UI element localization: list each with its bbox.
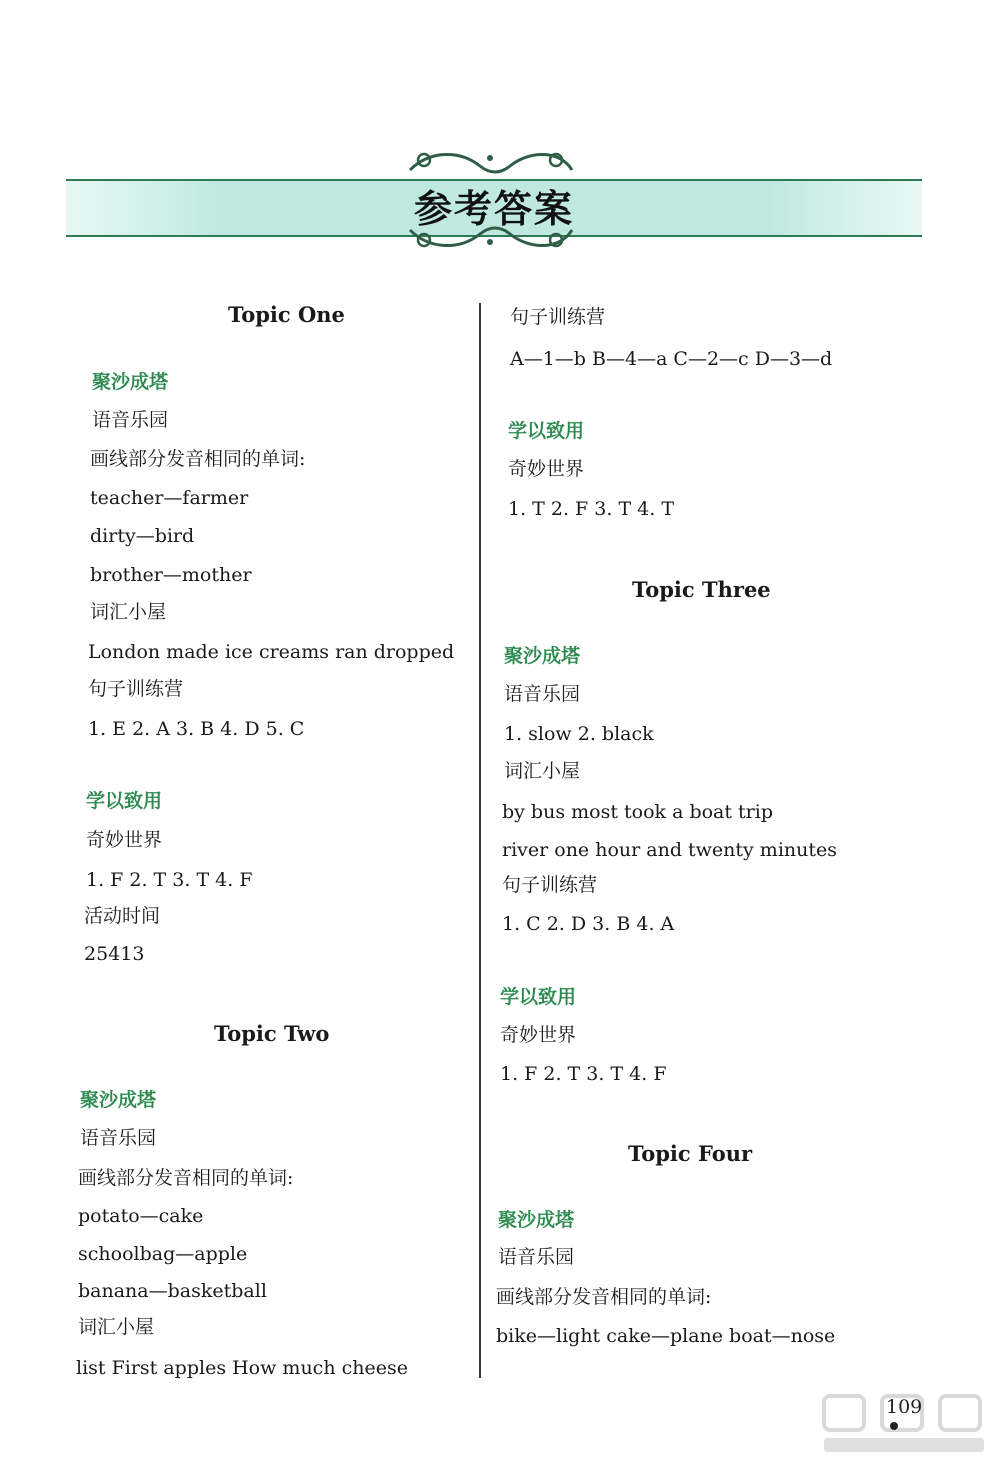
answer-line: river one hour and twenty minutes [502,839,838,861]
answer-line: by bus most took a boat trip [502,801,774,823]
answer-line: banana—basketball [78,1280,267,1302]
column-divider [479,303,481,1378]
answer-line: list First apples How much cheese [76,1357,408,1379]
subsection-label: 句子训练营 [502,874,598,896]
instruction-text: 画线部分发音相同的单词: [78,1167,294,1189]
topic-one-title: Topic One [228,302,345,327]
section-heading: 聚沙成塔 [92,371,169,393]
answer-line: 1. E 2. A 3. B 4. D 5. C [88,718,305,740]
section-heading: 学以致用 [500,986,577,1008]
section-heading: 聚沙成塔 [498,1209,575,1231]
page-dot [890,1422,898,1430]
subsection-label: 奇妙世界 [86,829,163,851]
answer-line: 25413 [84,943,145,965]
topic-three-title: Topic Three [632,577,771,602]
ornament-bottom-icon [400,222,580,252]
answer-line: London made ice creams ran dropped [88,641,455,663]
answer-line: A—1—b B—4—a C—2—c D—3—d [510,348,833,370]
answer-line: dirty—bird [90,525,195,547]
section-heading: 学以致用 [508,420,585,442]
subsection-label: 活动时间 [84,905,161,927]
answer-line: potato—cake [78,1205,204,1227]
section-heading: 学以致用 [86,790,163,812]
instruction-text: 画线部分发音相同的单词: [90,448,306,470]
subsection-label: 词汇小屋 [90,601,167,623]
subsection-label: 语音乐园 [92,409,169,431]
answer-line: 1. F 2. T 3. T 4. F [86,869,253,891]
subsection-label: 语音乐园 [504,683,581,705]
subsection-label: 句子训练营 [88,678,184,700]
section-heading: 聚沙成塔 [80,1089,157,1111]
answer-line: 1. F 2. T 3. T 4. F [500,1063,667,1085]
topic-four-title: Topic Four [628,1141,753,1166]
answer-line: teacher—farmer [90,487,249,509]
subsection-label: 词汇小屋 [78,1316,155,1338]
page-number: 109 [886,1396,923,1418]
topic-two-title: Topic Two [214,1021,330,1046]
answer-line: 1. T 2. F 3. T 4. T [508,498,674,520]
subsection-label: 奇妙世界 [500,1024,577,1046]
answer-line: brother—mother [90,564,252,586]
section-heading: 聚沙成塔 [504,645,581,667]
ornament-top-icon [400,148,580,178]
subsection-label: 词汇小屋 [504,760,581,782]
instruction-text: 画线部分发音相同的单词: [496,1286,712,1308]
answer-line: 1. C 2. D 3. B 4. A [502,913,675,935]
answer-line: bike—light cake—plane boat—nose [496,1325,836,1347]
subsection-label: 奇妙世界 [508,458,585,480]
subsection-label: 语音乐园 [498,1246,575,1268]
subsection-label: 语音乐园 [80,1127,157,1149]
answer-line: 1. slow 2. black [504,723,654,745]
page-title: 参考答案 [413,187,574,231]
subsection-label: 句子训练营 [510,306,606,328]
answer-line: schoolbag—apple [78,1243,248,1265]
